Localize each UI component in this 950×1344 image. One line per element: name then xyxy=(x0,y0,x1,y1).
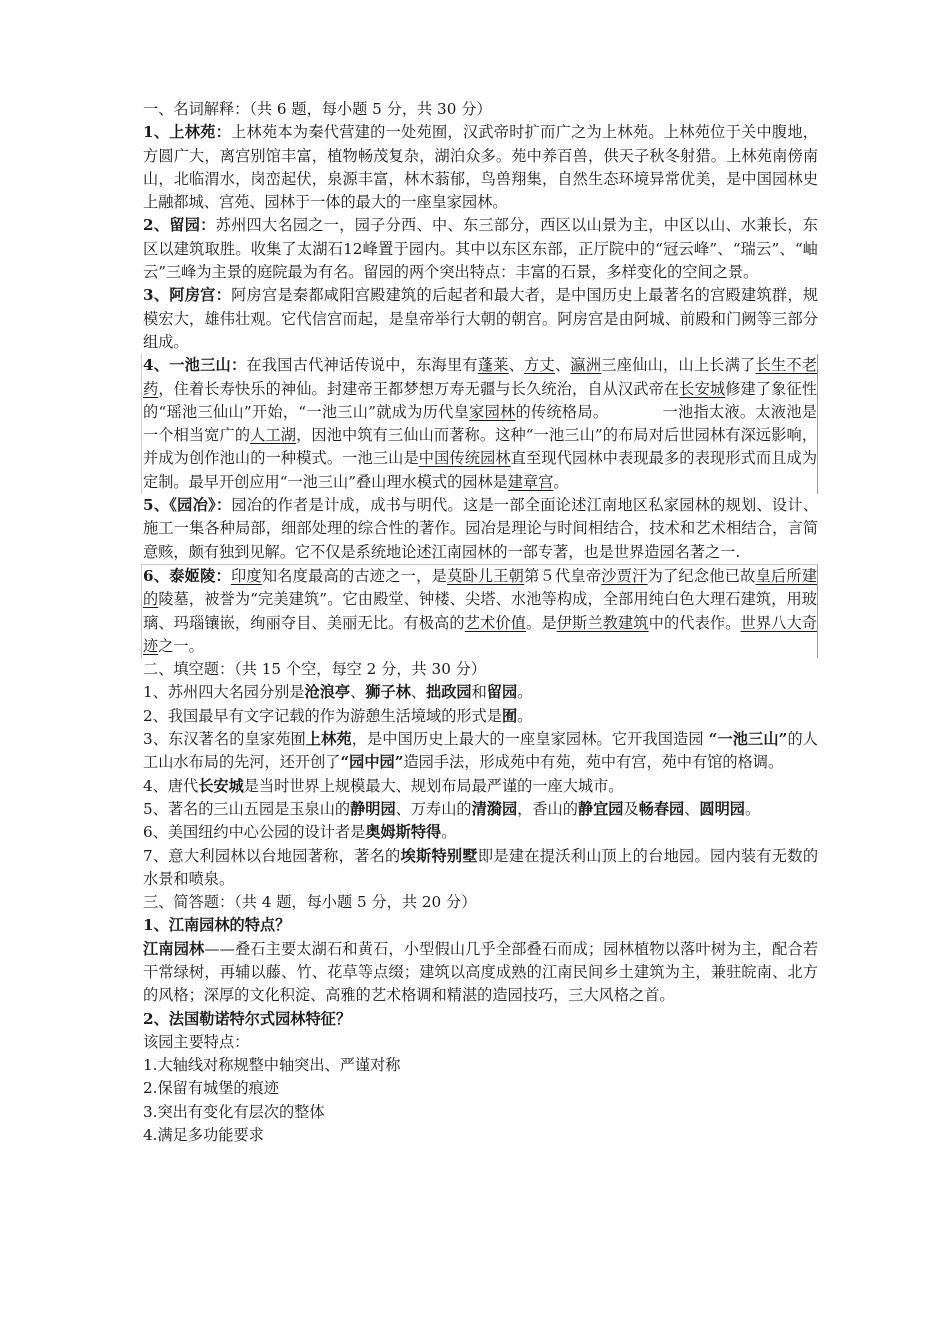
term-text: 中的代表作。 xyxy=(648,613,741,632)
list-item: 2.保留有城堡的痕迹 xyxy=(143,1079,279,1098)
fill-answer: 清漪园 xyxy=(471,799,518,818)
fill-answer: 畅春园 xyxy=(638,799,685,818)
term-text: 三座仙山，山上长满了 xyxy=(601,356,756,375)
underlined-term: 世界八大奇迹 xyxy=(143,613,818,655)
fill-answer: 留园 xyxy=(486,683,518,702)
underlined-term: 印度 xyxy=(230,566,262,585)
term-text: 阿房宫是秦都咸阳宫殿建筑的后起者和最大者，是中国历史上最著名的宫殿建筑群，规模宏大，雄伟壮观。它代信宫而起，是皇帝举行大朝的朝宫。阿房宫是由阿城、前殿和门阙等三部分组成。 xyxy=(143,286,818,351)
term-head: 2、留园： xyxy=(143,216,216,235)
underlined-term: 长生不老药 xyxy=(143,356,818,398)
fill-answer: “园中园” xyxy=(340,753,404,772)
fill-answer: 奥姆斯特得 xyxy=(365,823,442,842)
fill-answer: 长安城 xyxy=(198,776,244,795)
fill-text: 。 xyxy=(517,683,533,702)
fill-text: 。 xyxy=(744,799,761,818)
underlined-term: 莫卧儿王朝 xyxy=(446,566,525,585)
term-head: 3、阿房宫： xyxy=(143,286,232,305)
fill-text: 7、意大利园林以台地园著称，著名的 xyxy=(143,846,401,865)
fill-answer: 囿 xyxy=(501,706,518,725)
section-title-short-answer: 三、简答题：（共 4 题，每小题 5 分，共 20 分） xyxy=(143,893,477,912)
term-text: 上林苑本为秦代营建的一处苑囿，汉武帝时扩而广之为上林苑。上林苑位于关中腹地，方圆广大，离宫别馆丰富，植物畅茂复杂，湖泊众多。苑中养百兽，供天子秋冬射猎。上林苑南傍南山，北临渭水，岗峦起伏，泉源丰富，林木蓊郁，鸟兽翔集，自然生态环境异常优美，是中国园林史上融都城、宫苑、园林于一体的最大的一座皇家园林。 xyxy=(143,123,818,212)
fill-answer: 上林苑 xyxy=(305,730,352,749)
fill-text: 2、我国最早有文字记载的作为游憩生活境域的形式是 xyxy=(143,706,502,725)
term-yuanye xyxy=(143,494,818,564)
question-jiangnan-gardens: 1、江南园林的特点？ xyxy=(143,916,291,935)
fill-text: 及 xyxy=(623,799,639,818)
fill-text: 。 xyxy=(517,706,533,725)
fill-text: 4、唐代 xyxy=(143,776,199,795)
term-taj-mahal xyxy=(141,564,818,658)
list-item: 4.满足多功能要求 xyxy=(143,1126,264,1145)
term-head: 5、《园冶》： xyxy=(143,496,232,515)
term-text: 。 xyxy=(553,472,569,491)
fill-text: 。 xyxy=(441,823,457,842)
fill-item xyxy=(143,681,818,704)
fill-item xyxy=(143,821,818,844)
fill-answer: 圆明园 xyxy=(699,799,745,818)
exam-document xyxy=(143,98,818,1147)
answer-le-notre-list xyxy=(143,1031,818,1147)
fill-item xyxy=(143,798,818,821)
underlined-term: 人工湖 xyxy=(250,426,297,445)
answer-intro: 该园主要特点： xyxy=(143,1032,250,1051)
fill-item xyxy=(143,705,818,728)
term-text: 园冶的作者是计成，成书与明代。这是一部全面论述江南地区私家园林的规划、设计、施工一集各种局部，细部处理的综合性的著作。园冶是理论与时间相结合，技术和艺术相结合，言简意赅，颇有独到见解。它不仅是系统地论述江南园林的一部专著，也是世界造园名著之一. xyxy=(143,496,819,561)
fill-text: 、 xyxy=(350,683,366,702)
list-item: 3.突出有变化有层次的整体 xyxy=(143,1102,325,1121)
term-text: 直至现代园林中表现最多的表现形式而且成为定制。最早开创应用“一池三山”叠山理水模式的园林是 xyxy=(143,449,818,491)
term-text: 、 xyxy=(554,356,571,375)
fill-text: 、 xyxy=(684,799,700,818)
fill-text: ，香山的 xyxy=(517,799,578,818)
section-title-fill-blanks: 二、填空题：（共 15 个空，每空 2 分，共 30 分） xyxy=(143,660,487,679)
term-text: 。是 xyxy=(526,613,557,632)
term-text: 苏州四大名园之一，园子分西、中、东三部分，西区以山景为主，中区以山、水兼长，东区以建筑取胜。收集了太湖石12峰置于园内。其中以东区东部，正厅院中的“冠云峰”、“瑞云”、“岫云”三峰为主景的庭院最为有名。留园的两个突出特点：丰富的石景，多样变化的空间之景。 xyxy=(143,216,818,282)
fill-answer: “一池三山” xyxy=(708,730,788,749)
fill-answer: 静宜园 xyxy=(577,799,624,818)
term-text: ，住着长寿快乐的神仙。封建帝王都梦想万寿无疆与长久统治，自从汉武帝在 xyxy=(158,379,680,398)
fill-answer: 沧浪亭 xyxy=(304,683,351,702)
term-head: 6、泰姬陵： xyxy=(143,566,231,585)
fill-text: 6、美国纽约中心公园的设计者是 xyxy=(143,823,366,842)
term-text: 知名度最高的古迹之一，是 xyxy=(261,566,447,585)
term-shanglinyuan xyxy=(143,121,818,214)
answer-jiangnan-gardens xyxy=(143,938,818,1008)
section-title-definitions: 一、名词解释：（共 6 题，每小题 5 分，共 30 分） xyxy=(143,100,492,118)
fill-answer: 拙政园 xyxy=(426,683,472,702)
answer-head: 江南园林 xyxy=(143,939,205,958)
fill-text: 、万寿山的 xyxy=(395,799,472,818)
term-text: 修建了象征性的“瑶池三仙山”开始，“一池三山”就成为历代皇 xyxy=(143,379,818,421)
fill-answer: 静明园 xyxy=(350,799,396,818)
fill-answer: 狮子林 xyxy=(365,683,411,702)
underlined-term: 家园林 xyxy=(469,402,516,421)
fill-text: 即是建在提沃利山顶上的台地园。园内装有无数的水景和喷泉。 xyxy=(143,846,819,888)
term-text: 在我国古代神话传说中，东海里有 xyxy=(246,356,478,375)
underlined-term: 瀛洲 xyxy=(570,356,602,375)
underlined-term: 中国传统园林 xyxy=(418,449,511,468)
term-yichisanshan xyxy=(141,354,818,494)
term-text: 第５代皇帝 xyxy=(524,566,602,585)
list-item: 1.大轴线对称规整中轴突出、严谨对称 xyxy=(143,1056,401,1075)
underlined-term: 方丈 xyxy=(524,356,555,375)
fill-text: 1、苏州四大名园分别是 xyxy=(143,683,305,702)
fill-item xyxy=(143,775,818,798)
question-le-notre-gardens: 2、法国勒诺特尔式园林特征？ xyxy=(143,1009,352,1028)
underlined-term: 艺术价值 xyxy=(464,613,527,632)
term-text: ，因池中筑有三仙山而著称。这种“一池三山”的布局对后世园林有深远影响，并成为创作池山的一种模式。一池三山是 xyxy=(143,426,818,468)
fill-text: 和 xyxy=(471,683,487,702)
term-efanggong xyxy=(143,284,818,354)
underlined-term: 皇后所建的 xyxy=(143,566,818,609)
fill-answer: 埃斯特别墅 xyxy=(400,846,478,865)
term-text: 之一。 xyxy=(158,636,204,655)
fill-text: ，是中国历史上最大的一座皇家园林。它开我国造园 xyxy=(351,730,709,749)
term-text: 、 xyxy=(508,356,525,375)
fill-text: 的人工山水布局的先河，还开创了 xyxy=(143,730,818,772)
fill-text: 造园手法，形成苑中有苑，苑中有宫，苑中有馆的格调。 xyxy=(403,753,784,772)
term-head: 1、上林苑： xyxy=(143,123,232,142)
term-liuyuan xyxy=(143,214,818,284)
underlined-term: 伊斯兰教建筑 xyxy=(556,613,649,632)
term-head: 4、一池三山： xyxy=(143,356,247,375)
term-text: 为了纪念他已故 xyxy=(647,566,756,585)
underlined-term: 蓬莱 xyxy=(477,356,509,375)
underlined-term: 沙贾汗 xyxy=(601,566,648,585)
underlined-term: 建章宫 xyxy=(507,472,554,491)
underlined-term: 长安城 xyxy=(679,379,726,398)
term-text: 的传统格局。 一池指太液。太液池是一个相当宽广的 xyxy=(143,402,817,445)
fill-text: 是当时世界上规模最大、规划布局最严谨的一座大城市。 xyxy=(243,776,624,795)
fill-item xyxy=(143,728,818,775)
fill-text: 、 xyxy=(410,683,427,702)
fill-text: 5、著名的三山五园是玉泉山的 xyxy=(143,799,351,818)
term-text: 陵墓，被誉为“完美建筑”。它由殿堂、钟楼、尖塔、水池等构成，全部用纯白色大理石建筑，用玻璃、玛瑙镶嵌，绚丽夺目、美丽无比。有极高的 xyxy=(143,590,817,632)
fill-item xyxy=(143,845,818,892)
fill-text: 3、东汉著名的皇家苑囿 xyxy=(143,730,306,749)
answer-text: ——叠石主要太湖石和黄石，小型假山几乎全部叠石而成；园林植物以落叶树为主，配合若干常绿树，再辅以藤、竹、花草等点缀；建筑以高度成熟的江南民间乡土建筑为主，兼驻皖南、北方的风格；深厚的文化积淀、高雅的艺术格调和精湛的造园技巧，三大风格之首。 xyxy=(143,939,819,1005)
